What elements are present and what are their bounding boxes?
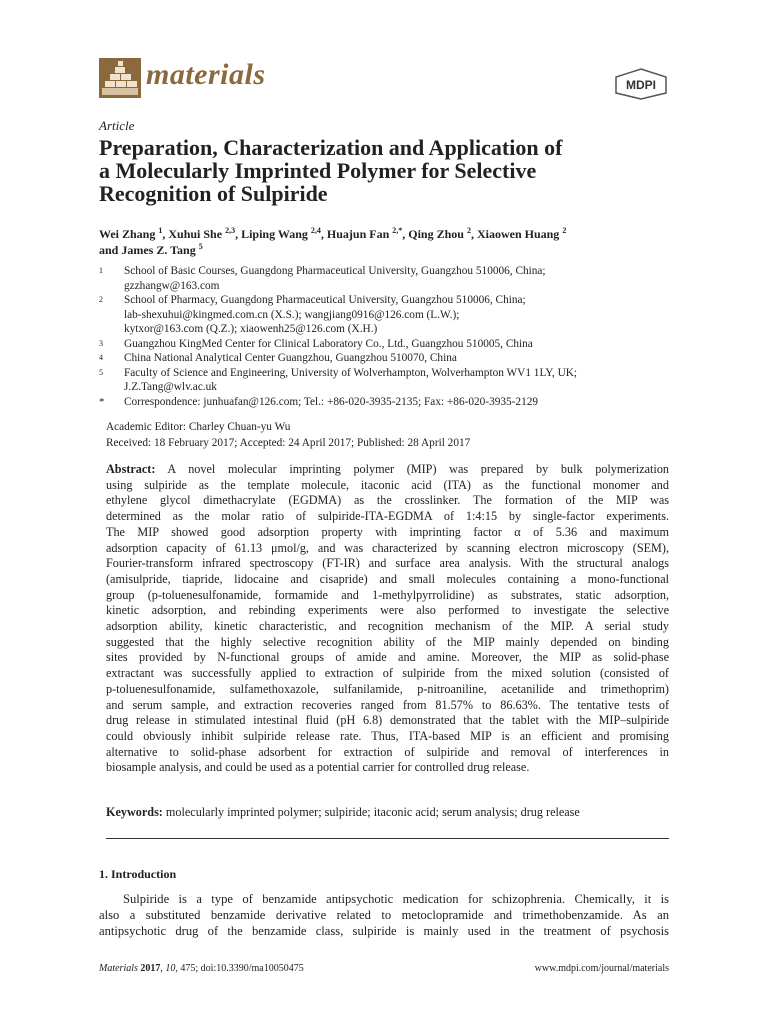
introduction-body (99, 891, 669, 940)
affiliation-number: 4 (99, 353, 103, 362)
affiliation-line: School of Pharmacy, Guangdong Pharmaceutical University, Guangzhou 510006, China; (124, 294, 526, 306)
keywords-text: molecularly imprinted polymer; sulpiride; itaconic acid; serum analysis; drug release (165, 805, 580, 819)
affiliation-number: 1 (99, 266, 103, 275)
article-type: Article (99, 118, 135, 133)
author-affil-ref: 1 (158, 226, 163, 235)
publication-dates: Received: 18 February 2017; Accepted: 24 April 2017; Published: 28 April 2017 (106, 437, 471, 449)
abstract-line: extractant was successfully applied to extraction of sulpiride from the mixed solution (consisted of (106, 666, 669, 681)
author-name: and James Z. Tang (99, 243, 196, 257)
abstract-line: using sulpiride as the template molecule, itaconic acid (ITA) as the functional monomer and (106, 477, 669, 492)
author-line: Wei Zhang $^1$, Xuhui She $^{2,3}$, Liping Wang $^{2,4}$, Huajun Fan $^{2,*}$, Qing Zhou $^2$, Xiaowen Huang $^2$ (99, 226, 567, 241)
article-title (99, 136, 679, 205)
footer-year: 2017 (140, 963, 161, 974)
abstract-line: sites provided by N-functional groups of amide and amine. Moreover, the MIP as solid-phase (106, 650, 669, 665)
footer-volume: 10 (165, 963, 176, 974)
footer-doi[interactable]: , 475; doi:10.3390/ma10050475 (175, 963, 304, 974)
affiliation-email[interactable]: J.Z.Tang@wlv.ac.uk (124, 381, 217, 393)
section-heading: 1. Introduction (99, 867, 177, 881)
affiliation-email[interactable]: gzzhangw@163.com (124, 279, 220, 292)
footer-journal: Materials (99, 963, 138, 974)
author-affil-ref: 2,* (392, 226, 403, 235)
abstract-line: adsorption capacity of 61.13 μmol/g, and was characterized by scanning electron microscopy (SEM), (106, 540, 669, 555)
correspondence-line: Correspondence: junhuafan@126.com; Tel.: +86-020-3935-2135; Fax: +86-020-3935-2129 (124, 395, 539, 408)
author-name: Liping Wang (241, 227, 308, 241)
abstract-line: could obviously inhibit sulpiride release rate. Thus, ITA-based MIP is an efficient and promising (106, 728, 669, 743)
author-name: Xiaowen Huang (476, 227, 560, 241)
author-affil-ref: 2,3 (225, 226, 236, 235)
affiliation-number: 3 (99, 338, 103, 348)
body-line: antipsychotic drug of the benzamide class, sulpiride is mainly used in the treatment of psychosis (99, 924, 669, 939)
affiliation (99, 337, 679, 352)
abstract-line: (amisulpride, tiapride, lidocaine and cisapride) and small molecules containing a mono-functional (106, 571, 669, 586)
author-line (99, 242, 679, 258)
abstract-line: drug release in stimulated intestinal fluid (pH 6.8) demonstrated that the tablet with the MIP–sulpiride (106, 713, 669, 728)
author-name: Qing Zhou (408, 227, 464, 241)
title-line: a Molecularly Imprinted Polymer for Selective (99, 158, 537, 183)
affiliation-email[interactable]: kytxor@163.com (Q.Z.); xiaowenh25@126.com (X.H.) (124, 323, 378, 335)
abstract-line: biosample analysis, and could be used as a potential carrier for controlled drug release. (106, 760, 530, 775)
affiliation-line: China National Analytical Center Guangzhou, Guangzhou 510070, China (124, 352, 457, 364)
correspondence-marker: * (99, 395, 105, 408)
journal-name: materials (146, 58, 266, 91)
affiliation-email[interactable]: lab-shexuhui@kingmed.com.cn (X.S.); wangjiang0916@126.com (L.W.); (124, 308, 460, 321)
abstract-line: alternative to solid-phase adsorbent for extraction of sulpiride and removal of interferences in (106, 744, 669, 759)
keywords (106, 805, 580, 820)
abstract-line: kinetic adsorption, and rebinding experiments were also performed to investigate the selective (106, 603, 669, 618)
affiliation (99, 366, 679, 395)
author-list (99, 226, 679, 258)
affiliation-number: 2 (99, 295, 103, 304)
abstract-line: suggested that the highly selective recognition ability of the MIP mainly depended on binding (106, 634, 669, 649)
body-line: also a substituted benzamide derivative related to metoclopramide and trimethobenzamide. As an (99, 908, 669, 923)
affiliation-line: Guangzhou KingMed Center for Clinical Laboratory Co., Ltd., Guangzhou 510005, China (124, 337, 533, 350)
mdpi-logo-icon (613, 68, 669, 100)
abstract-line: p-toluenesulfonamide, sulfamethoxazole, sulfanilamide, p-nitroaniline, acetanilide and trimethoprim) (106, 681, 669, 696)
affiliation-line: Faculty of Science and Engineering, University of Wolverhampton, Wolverhampton WV1 1LY, UK; (124, 366, 578, 379)
abstract-line: Fourier-transform infrared spectroscopy (FT-IR) and surface area analysis. With the structural analogs (106, 556, 669, 571)
abstract-line: The MIP showed good adsorption property with imprinting factor α of 5.36 and maximum (106, 524, 669, 539)
abstract-line: determined as the molar ratio of sulpiride-ITA-EGDMA of 1:4:15 by single-factor experiments. (106, 509, 669, 524)
author-affil-ref: 2,4 (310, 226, 321, 235)
author-name: Wei Zhang (99, 227, 156, 241)
affiliation (99, 293, 679, 337)
title-line: Recognition of Sulpiride (99, 181, 328, 206)
abstract (106, 462, 669, 776)
correspondence (99, 395, 679, 410)
publisher-logo-text: MDPI (626, 78, 656, 92)
author-name: Xuhui She (168, 227, 223, 241)
affiliation (99, 264, 679, 293)
affiliation-line: School of Basic Courses, Guangdong Pharmaceutical University, Guangzhou 510006, China; (124, 265, 546, 277)
author-affil-ref: 5 (198, 242, 203, 251)
abstract-line: Abstract: A novel molecular imprinting polymer (MIP) was prepared by bulk polymerization (106, 462, 670, 476)
affiliation-number: 5 (99, 367, 103, 377)
keywords-label: Keywords: (106, 805, 163, 819)
journal-logo-icon (99, 58, 141, 98)
author-name: Huajun Fan (326, 227, 390, 241)
abstract-line: adsorption ability, kinetic characteristic, and recognition mechanism of the MIP. A serial study (106, 619, 669, 634)
title-line: Preparation, Characterization and Application of (99, 135, 563, 160)
abstract-label: Abstract: (106, 462, 156, 476)
abstract-line: and serum sample, and extraction recoveries ranged from 81.57% to 86.63%. The tentative tests of (106, 697, 669, 712)
abstract-line: group (p-toluenesulfonamide, formamide and 1-methylpyrrolidine) as substrates, static adsorption, (106, 587, 669, 602)
footer-citation: Materials 2017, 10, 475; doi:10.3390/ma10050475 (99, 963, 304, 974)
affiliation (99, 351, 679, 366)
author-affil-ref: 2 (562, 226, 567, 235)
academic-editor: Academic Editor: Charley Chuan-yu Wu (106, 421, 291, 433)
section-divider (106, 838, 669, 839)
author-affil-ref: 2 (466, 226, 471, 235)
abstract-line: ethylene glycol dimethacrylate (EGDMA) as the crosslinker. The formation of the MIP was (106, 493, 669, 508)
affiliation-list (99, 264, 679, 409)
footer-url[interactable]: www.mdpi.com/journal/materials (534, 963, 669, 974)
body-line: Sulpiride is a type of benzamide antipsychotic medication for schizophrenia. Chemically, it is (123, 892, 669, 906)
